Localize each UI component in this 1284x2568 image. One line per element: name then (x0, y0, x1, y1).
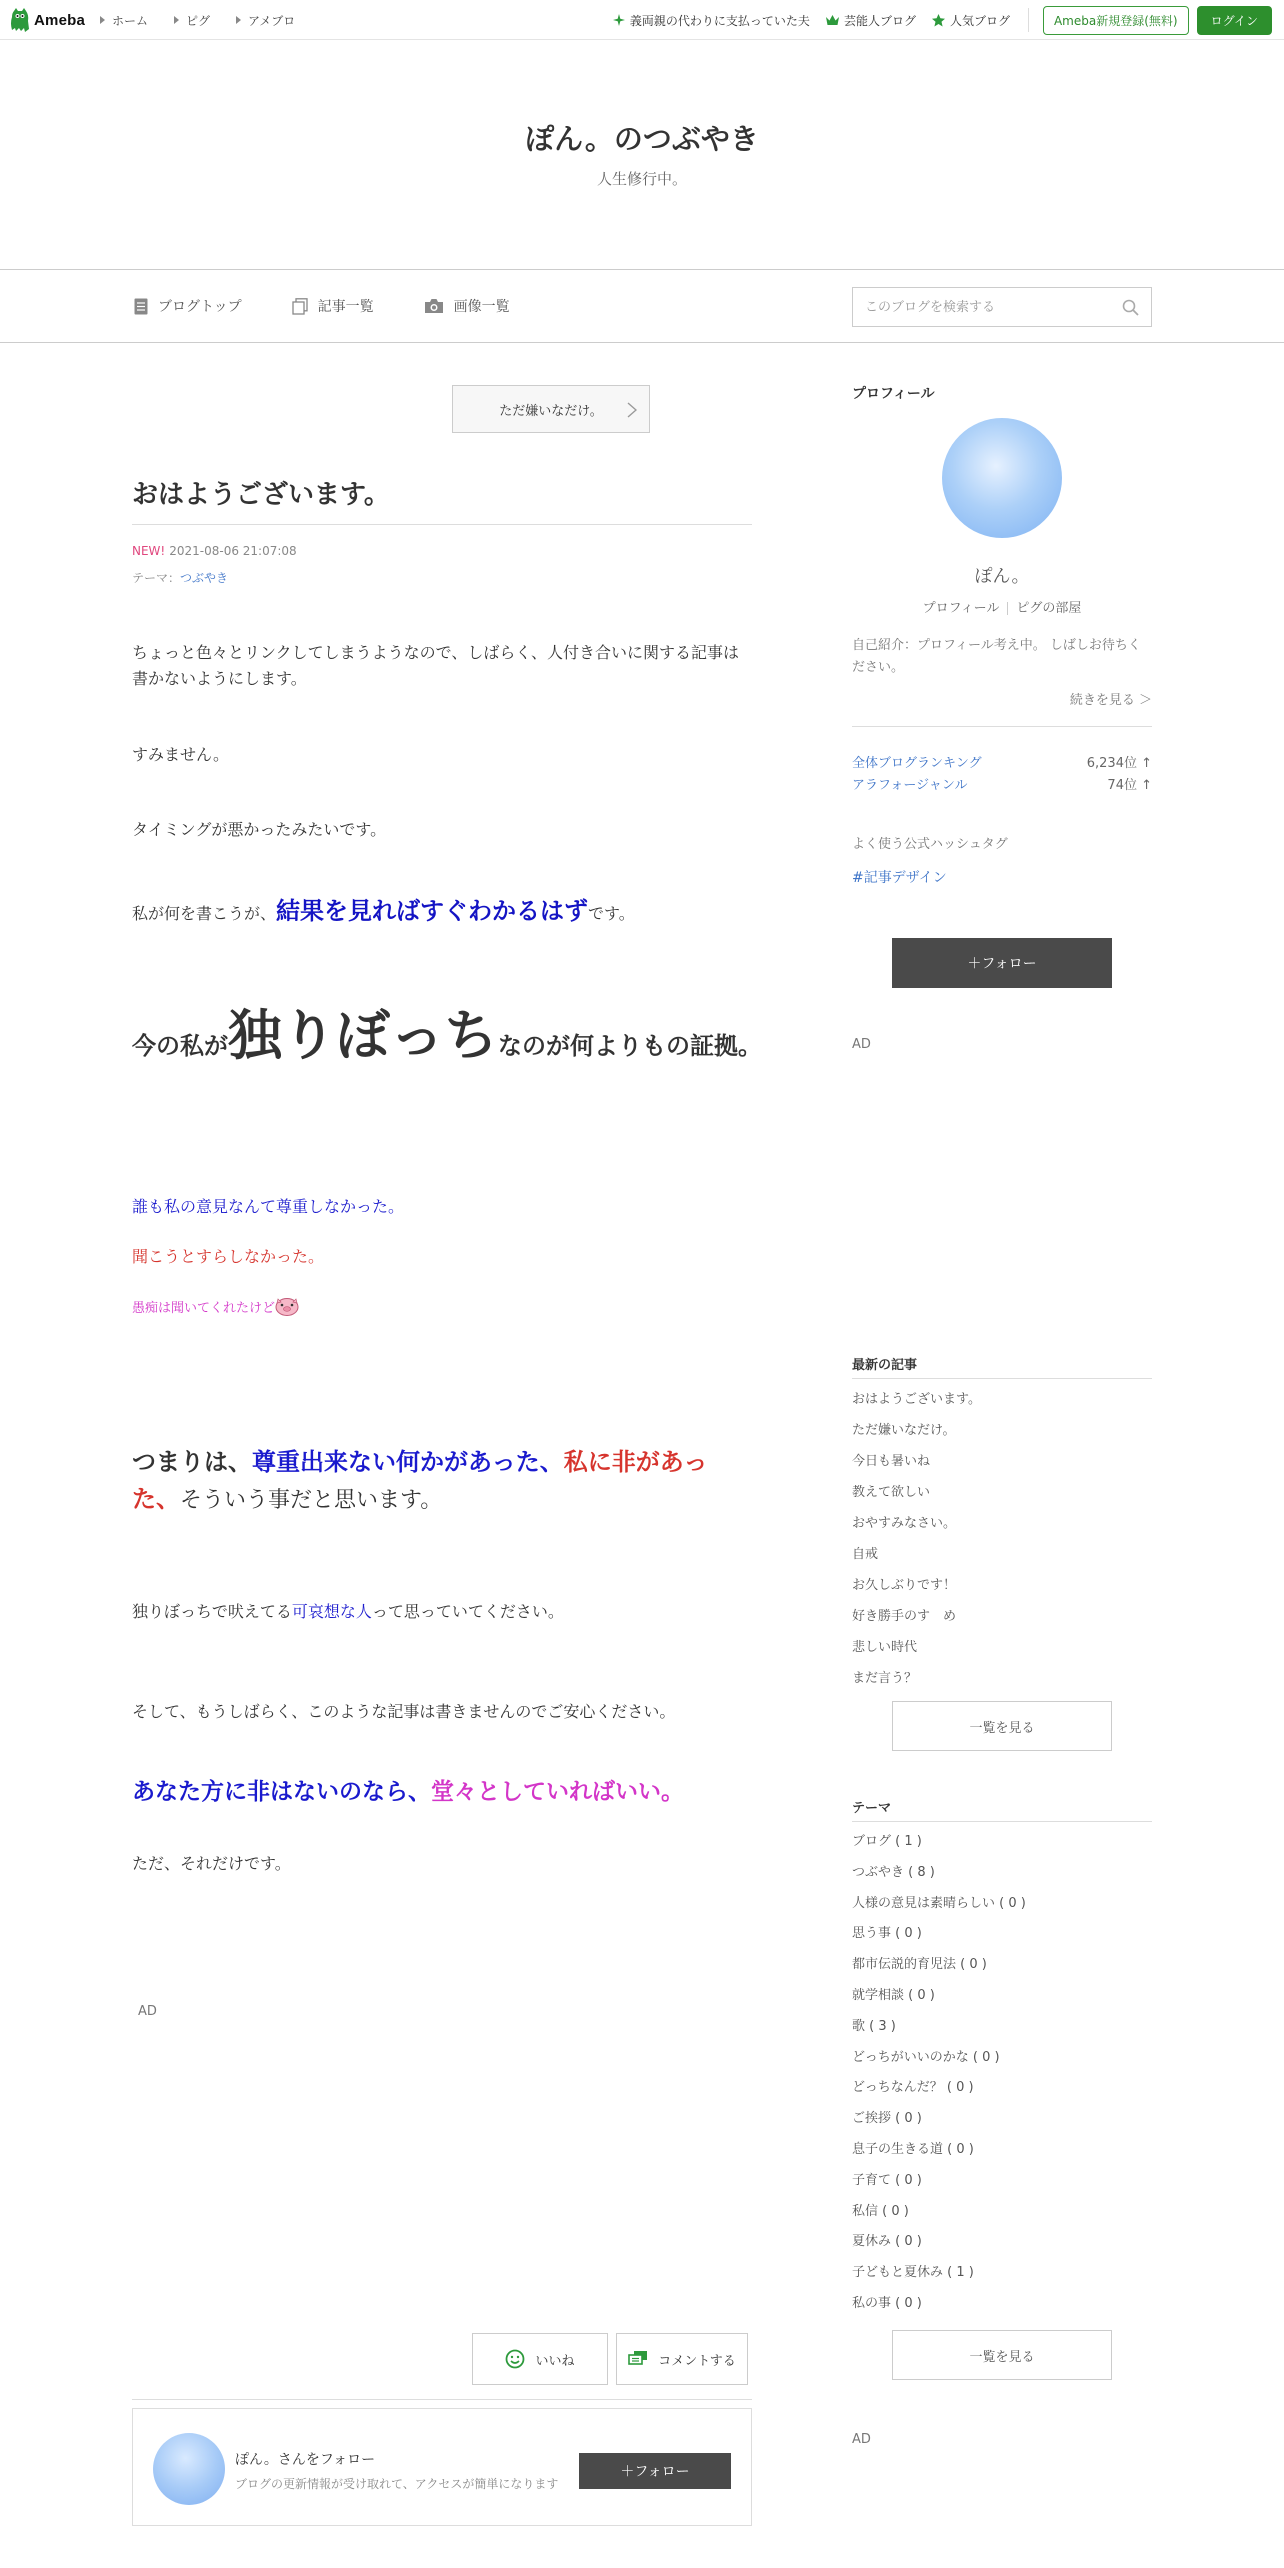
ranking-label: アラフォージャンル (852, 778, 968, 793)
divider (1028, 8, 1029, 32)
theme-item[interactable]: どっちがいいのかな ( 0 ) (852, 2049, 1000, 2065)
emphasis-text: 独りぼっち (228, 1004, 498, 1067)
paragraph (132, 1004, 762, 1069)
trend-link[interactable] (613, 12, 810, 29)
search-input[interactable] (853, 288, 1103, 326)
text: そういう事だと思います。 (180, 1488, 443, 1514)
global-nav (100, 0, 295, 40)
article-date (132, 544, 297, 558)
text: って思っていてください。 (371, 1602, 564, 1621)
document-icon (134, 298, 148, 315)
paragraph: 誰も私の意見なんて尊重しなかった。 (132, 1197, 405, 1216)
follow-card-title: ぽん。さんをフォロー (235, 2452, 376, 2468)
theme-item[interactable]: どっちなんだ？ ( 0 ) (852, 2080, 974, 2096)
divider (132, 524, 752, 525)
theme-item[interactable]: ブログ ( 1 ) (852, 1834, 922, 1849)
trend-link-label: 義両親の代わりに支払っていた夫 (629, 13, 810, 28)
article-title[interactable]: おはようございます。 (132, 480, 390, 510)
text: 私が何を書こうが、 (132, 904, 277, 923)
theme-item[interactable]: つぶやき ( 8 ) (852, 1864, 935, 1880)
follow-card (132, 2408, 752, 2526)
blog-top-link[interactable] (134, 296, 242, 316)
profile-intro: 自己紹介：プロフィール考え中。 しばしお待ちください。 (852, 638, 1141, 676)
paragraph: ただ、それだけです。 (132, 1854, 291, 1873)
popular-blog-label: 人気ブログ (949, 13, 1010, 28)
avatar[interactable] (153, 2433, 225, 2505)
text: 愚痴は聞いてくれたけど (132, 1301, 276, 1316)
profile-name[interactable]: ぽん。 (974, 566, 1030, 587)
recent-article-item[interactable]: 好き勝手のす め (852, 1609, 957, 1624)
recent-article-item[interactable]: おやすみなさい。 (852, 1516, 957, 1531)
emphasis-text: 尊重出来ない何かがあった、 (252, 1448, 564, 1476)
recent-article-item[interactable]: 悲しい時代 (852, 1640, 918, 1655)
text: です。 (588, 904, 635, 923)
recent-article-item[interactable]: おはようございます。 (852, 1392, 981, 1407)
star-icon (932, 14, 945, 27)
divider (1007, 602, 1008, 615)
nav-ameblo-label: アメブロ (248, 13, 296, 28)
profile-link[interactable]: プロフィール (922, 601, 1000, 616)
theme-item[interactable]: 子育て ( 0 ) (852, 2172, 922, 2188)
blog-subtitle: 人生修行中。 (596, 170, 687, 188)
paragraph: タイミングが悪かったみたいです。 (132, 820, 387, 839)
theme-label: テーマ： (132, 571, 181, 585)
nav-home-label: ホーム (112, 13, 149, 28)
recent-articles-heading: 最新の記事 (852, 1358, 918, 1373)
comment-button[interactable] (616, 2333, 748, 2385)
article-list-link[interactable] (292, 296, 374, 316)
article-theme (132, 569, 228, 586)
divider (132, 2399, 752, 2400)
theme-more-button[interactable]: 一覧を見る (892, 2330, 1112, 2380)
theme-item[interactable]: 私の事 ( 0 ) (852, 2296, 922, 2311)
theme-item[interactable]: 都市伝説的育児法 ( 0 ) (852, 1957, 987, 1973)
text: 今の私が (132, 1032, 228, 1060)
paragraph: ちょっと色々とリンクしてしまうようなので、しばらく、人付き合いに関する記事は書かないようにします。 (132, 643, 740, 688)
new-badge: NEW! (132, 544, 166, 558)
ranking-label: 全体ブログランキング (852, 756, 982, 771)
ad-label: AD (852, 1037, 871, 1052)
image-list-label: 画像一覧 (453, 299, 510, 315)
paragraph (132, 1599, 752, 1625)
recent-article-item[interactable]: まだ言う？ (852, 1671, 918, 1686)
chevron-right-icon (627, 402, 637, 418)
previous-article-label: ただ嫌いなだけ。 (499, 403, 603, 419)
theme-heading: テーマ (852, 1801, 892, 1816)
ranking-value: 6,234位 ↑ (1086, 756, 1152, 771)
popular-blog-link[interactable] (932, 12, 1010, 29)
celebrity-blog-label: 芸能人ブログ (843, 13, 916, 28)
theme-item[interactable]: 人様の意見は素晴らしい ( 0 ) (852, 1895, 1026, 1911)
paragraph: そして、もうしばらく、このような記事は書きませんのでご安心ください。 (132, 1702, 676, 1721)
hashtag-heading: よく使う公式ハッシュタグ (852, 837, 1008, 852)
blog-top-label: ブログトップ (158, 299, 242, 315)
caret-right-icon (236, 16, 241, 24)
recent-article-item[interactable]: ただ嫌いなだけ。 (852, 1423, 956, 1438)
read-more-link[interactable]: 続きを見る ＞ (1069, 693, 1152, 708)
paragraph (132, 1444, 752, 1518)
login-button[interactable]: ログイン (1197, 6, 1272, 35)
comment-label: コメントする (658, 2353, 736, 2369)
theme-item[interactable]: 就学相談 ( 0 ) (852, 1988, 935, 2003)
comment-icon (628, 2350, 648, 2368)
ad-label: AD (852, 2432, 871, 2447)
text: 独りぼっちで吠えてる (132, 1602, 292, 1621)
nav-home[interactable] (100, 12, 148, 29)
camera-icon (424, 298, 444, 314)
text: つまりは、 (132, 1448, 252, 1476)
blog-search (852, 287, 1152, 327)
caret-right-icon (174, 16, 179, 24)
theme-item[interactable]: 夏休み ( 0 ) (852, 2234, 922, 2250)
logo-text: Ameba (34, 11, 86, 29)
image-list-link[interactable] (424, 296, 510, 316)
profile-heading: プロフィール (852, 386, 935, 402)
recent-more-button[interactable]: 一覧を見る (892, 1701, 1112, 1751)
pig-emoji-icon (275, 1296, 299, 1316)
blog-nav-links (134, 270, 510, 342)
previous-article-button[interactable] (452, 385, 650, 433)
recent-article-item[interactable]: お久しぶりです！ (852, 1578, 957, 1593)
divider (852, 1378, 1152, 1379)
ranking-value: 74位 ↑ (1107, 778, 1152, 793)
ad-label: AD (138, 2004, 157, 2019)
caret-right-icon (100, 16, 105, 24)
article-list-label: 記事一覧 (317, 299, 374, 315)
emphasis-text: 堂々としていればいい。 (431, 1779, 684, 1805)
register-button[interactable]: Ameba新規登録(無料) (1043, 6, 1189, 35)
sidebar-follow-button[interactable]: ＋フォロー (892, 938, 1112, 988)
recent-article-item[interactable]: 自戒 (852, 1547, 879, 1562)
ranking-genre[interactable] (852, 774, 1152, 793)
crown-icon (826, 15, 839, 26)
date-text: 2021-08-06 21:07:08 (169, 544, 297, 558)
theme-link[interactable]: つぶやき (180, 571, 229, 585)
theme-item[interactable]: 息子の生きる道 ( 0 ) (852, 2142, 974, 2157)
nav-pig-label: ピグ (186, 13, 211, 28)
theme-item[interactable]: 歌 ( 3 ) (852, 2018, 896, 2034)
profile-links (852, 597, 1152, 616)
blog-header (0, 41, 1284, 269)
theme-item[interactable]: ご挨拶 ( 0 ) (852, 2111, 922, 2127)
ameba-logo[interactable] (10, 6, 85, 34)
paragraph (132, 892, 752, 930)
follow-button[interactable]: ＋フォロー (579, 2453, 731, 2489)
emphasis-text: 結果を見ればすぐわかるはず (276, 897, 589, 925)
divider (852, 1821, 1152, 1822)
blog-nav (0, 269, 1284, 343)
blog-title[interactable]: ぽん。のつぶやき (525, 122, 759, 156)
text: なのが何よりもの証拠。 (498, 1032, 762, 1060)
nav-ameblo[interactable] (236, 12, 295, 29)
header-right (613, 0, 1284, 40)
celebrity-blog-link[interactable] (826, 12, 916, 29)
ameba-mascot-icon (10, 7, 30, 33)
emphasis-text: 私に非があった、 (132, 1448, 708, 1514)
paragraph (132, 1296, 752, 1320)
smiley-icon (505, 2349, 525, 2369)
theme-item[interactable]: 私信 ( 0 ) (852, 2203, 909, 2219)
pig-room-link[interactable]: ピグの部屋 (1016, 601, 1082, 616)
nav-pig[interactable] (174, 12, 210, 29)
emphasis-text: あなた方に非はないのなら、 (132, 1779, 431, 1805)
divider (852, 726, 1152, 727)
theme-item[interactable]: 子どもと夏休み ( 1 ) (852, 2265, 974, 2281)
hashtag-link[interactable]: #記事デザイン (852, 870, 947, 886)
paragraph: 聞こうとすらしなかった。 (132, 1247, 325, 1266)
emphasis-text: 可哀想な人 (291, 1602, 372, 1621)
like-label: いいね (535, 2353, 575, 2369)
search-icon[interactable] (1122, 299, 1139, 320)
global-header (0, 0, 1284, 40)
paragraph (132, 1774, 752, 1811)
paragraph: すみません。 (132, 745, 229, 764)
ranking-overall[interactable] (852, 752, 1152, 771)
follow-card-subtitle: ブログの更新情報が受け取れて、アクセスが簡単になります (235, 2477, 559, 2491)
like-button[interactable] (472, 2333, 608, 2385)
copy-icon (292, 298, 308, 315)
profile-avatar[interactable] (942, 418, 1062, 538)
sparkle-icon (613, 14, 625, 26)
recent-article-item[interactable]: 今日も暑いね (852, 1454, 931, 1469)
recent-article-item[interactable]: 教えて欲しい (852, 1485, 931, 1500)
theme-item[interactable]: 思う事 ( 0 ) (852, 1926, 922, 1942)
